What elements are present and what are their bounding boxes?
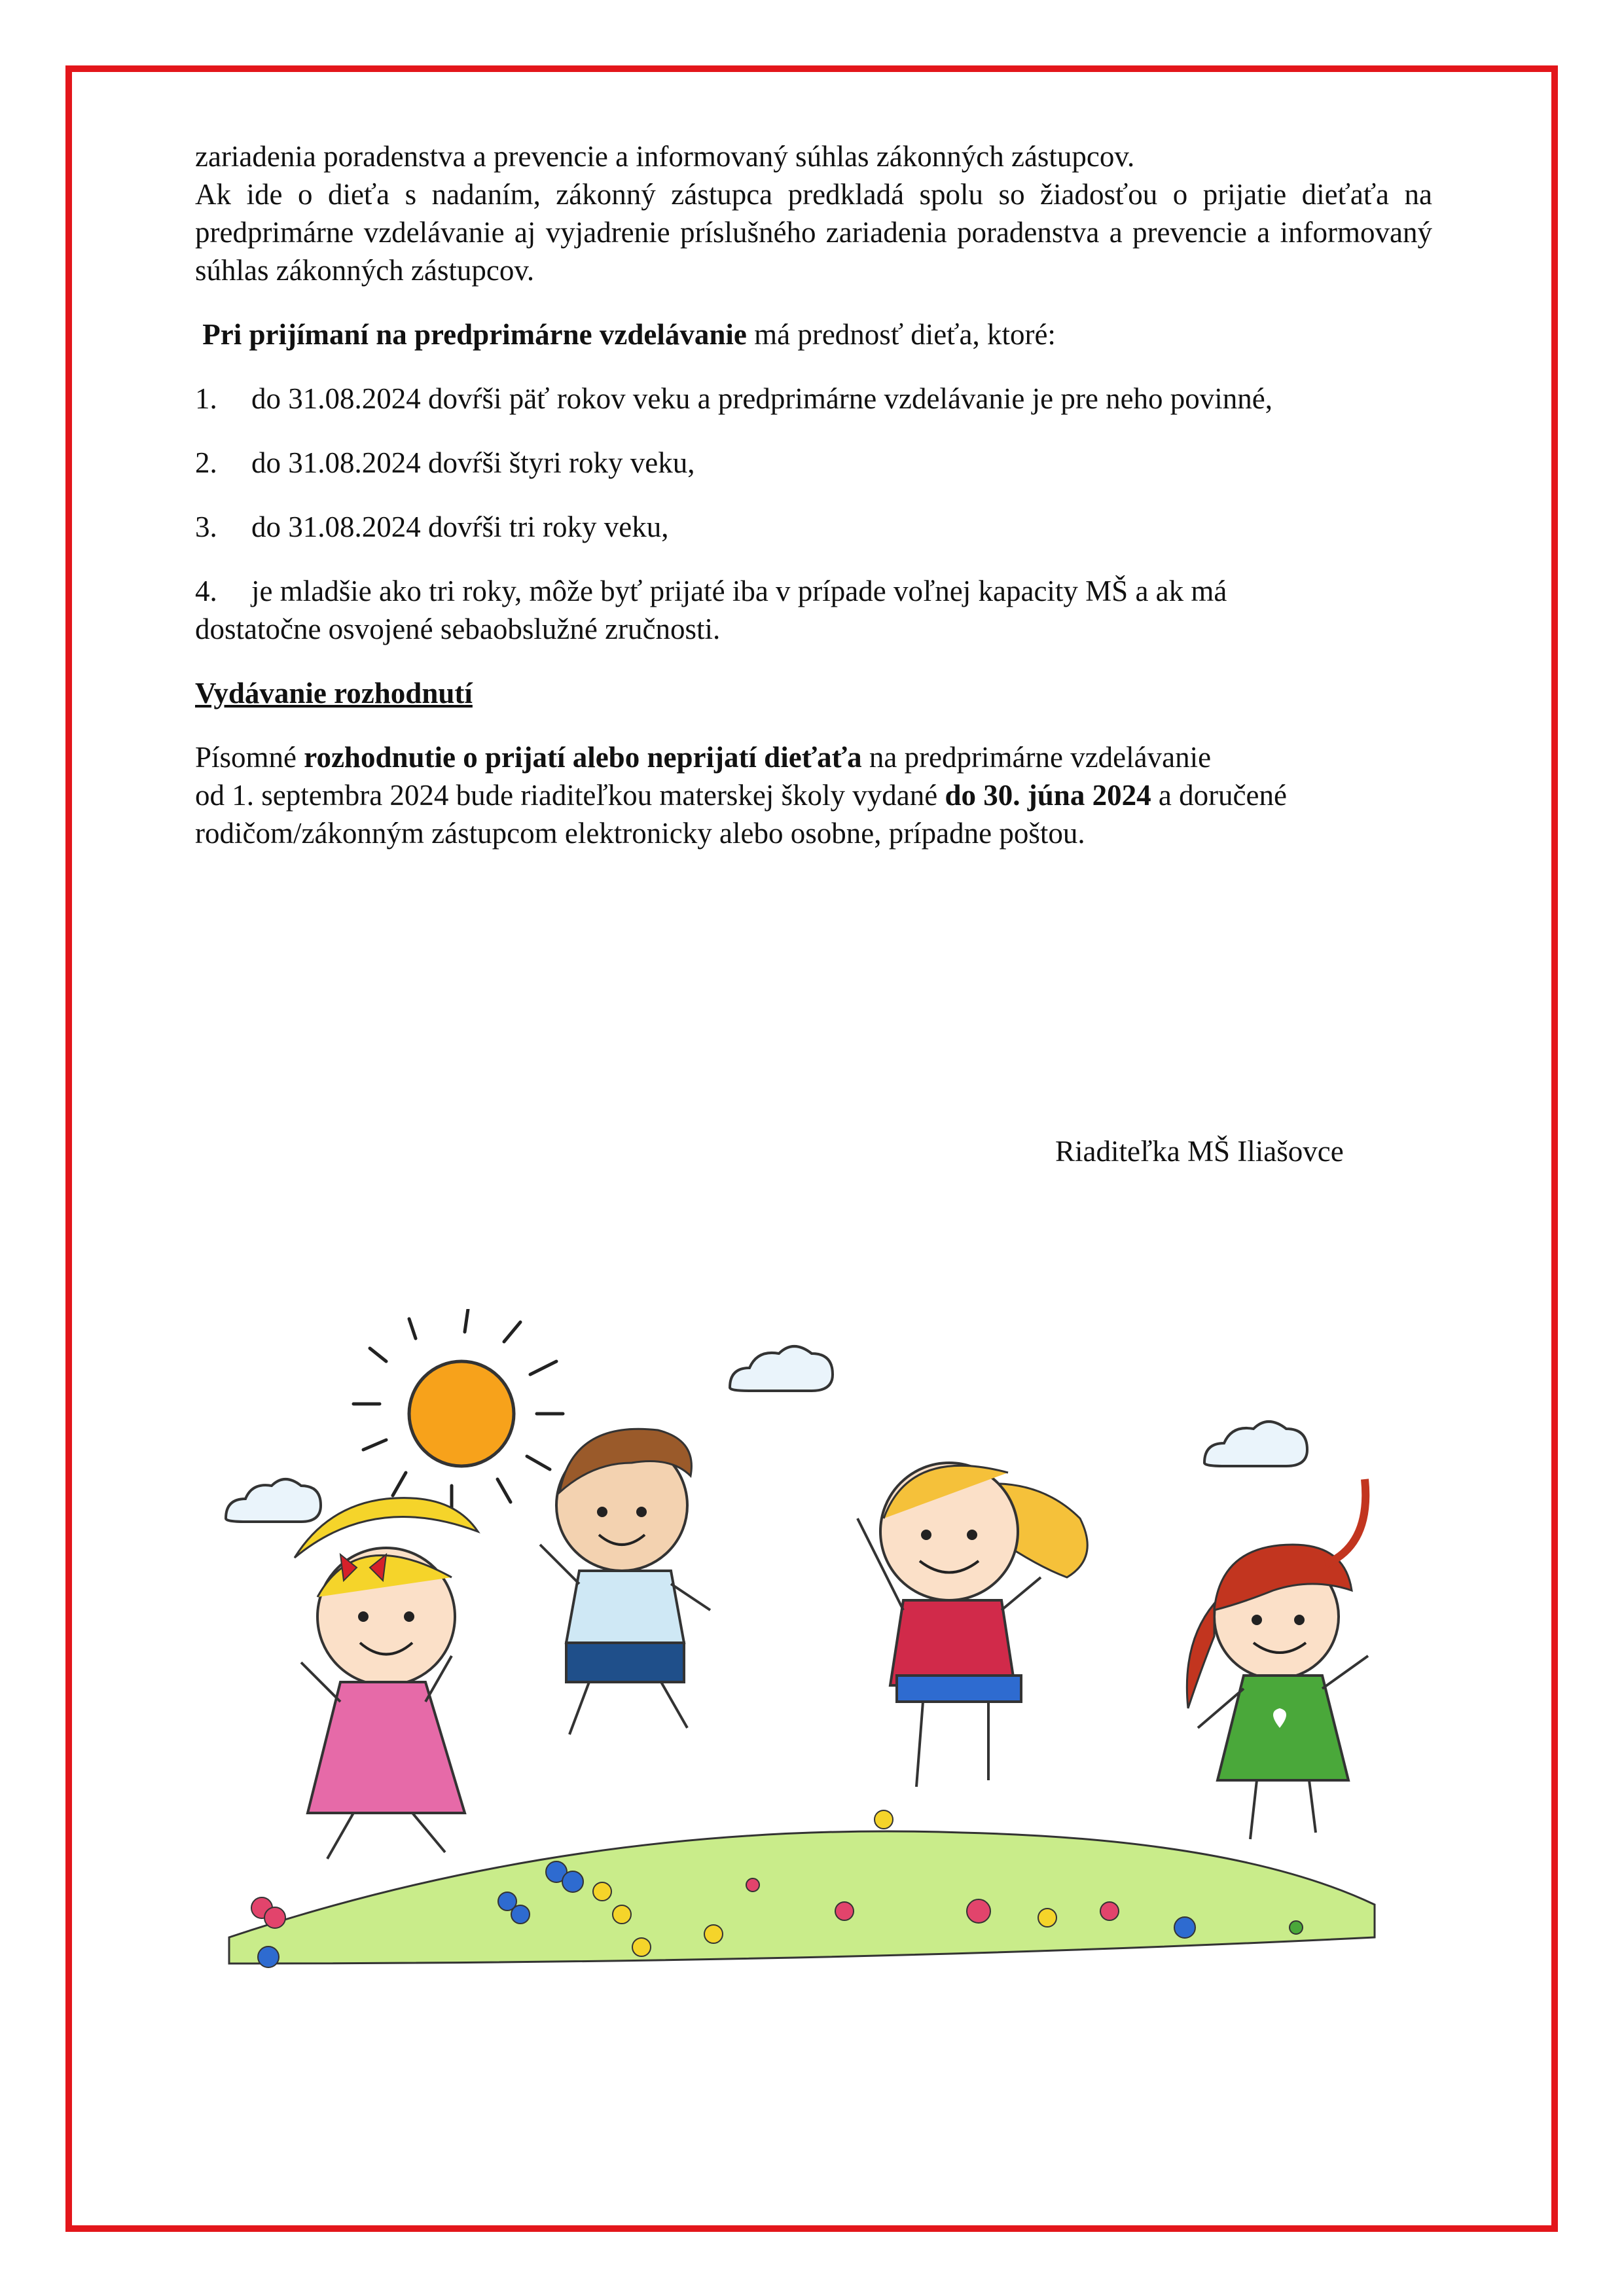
priority-bold: Pri prijímaní na predprimárne vzdelávanie bbox=[202, 318, 747, 351]
grass-hill-icon bbox=[229, 1831, 1375, 1964]
intro-paragraph: Ak ide o dieťa s nadaním, zákonný zástupca predkladá spolu so žiadosťou o prijatie dieťaťa na predprimárne vzdelávanie aj vyjadrenie príslušného zariadenia poradenstva a prevencie a informovaný súhlas zákonných zástupcov. bbox=[195, 178, 1432, 287]
document-body bbox=[195, 137, 1432, 852]
child-boy-icon bbox=[540, 1429, 710, 1734]
children-illustration bbox=[190, 1309, 1407, 1996]
list-item: 2. do 31.08.2024 dovŕši štyri roky veku, bbox=[195, 446, 695, 479]
cloud-icon bbox=[1204, 1422, 1307, 1466]
child-girl-pink-icon bbox=[295, 1498, 478, 1859]
signature: Riaditeľka MŠ Iliašovce bbox=[1055, 1135, 1344, 1168]
list-item: 1. do 31.08.2024 dovŕši päť rokov veku a predprimárne vzdelávanie je pre neho povinné, bbox=[195, 382, 1273, 415]
sun-icon bbox=[353, 1309, 563, 1509]
list-item: 4. je mladšie ako tri roky, môže byť prijaté iba v prípade voľnej kapacity MŠ a ak má dostatočne osvojené sebaobslužné zručnosti. bbox=[195, 575, 1227, 645]
intro-line: zariadenia poradenstva a prevencie a informovaný súhlas zákonných zástupcov. bbox=[195, 140, 1135, 173]
decision-paragraph: Písomné rozhodnutie o prijatí alebo neprijatí dieťaťa na predprimárne vzdelávanie od 1. septembra 2024 bude riaditeľkou materskej školy vydané do 30. júna 2024 a doručené rodičom/zákonným zástupcom elektronicky alebo osobne, prípadne poštou. bbox=[195, 741, 1287, 850]
list-item: 3. do 31.08.2024 dovŕši tri roky veku, bbox=[195, 511, 669, 543]
priority-rest: má prednosť dieťa, ktoré: bbox=[746, 318, 1056, 351]
cloud-icon bbox=[730, 1346, 833, 1391]
child-girl-jumping-icon bbox=[857, 1463, 1087, 1787]
cloud-icon bbox=[226, 1479, 321, 1522]
child-girl-green-icon bbox=[1187, 1479, 1368, 1839]
priority-paragraph bbox=[195, 315, 1432, 353]
section-heading: Vydávanie rozhodnutí bbox=[195, 677, 473, 709]
